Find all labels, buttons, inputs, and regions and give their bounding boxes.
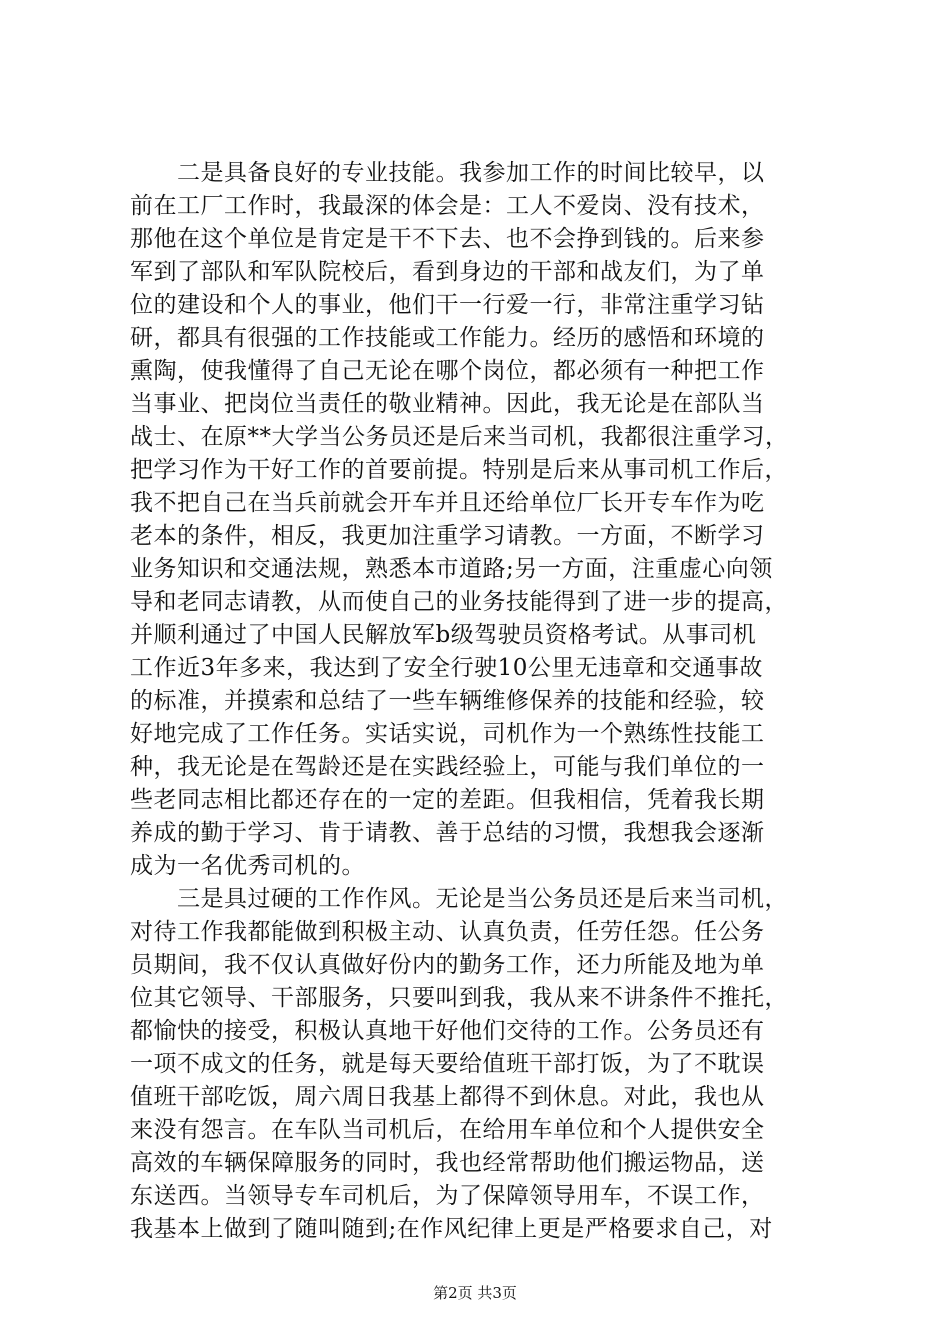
- text-line: 工作近3年多来，我达到了安全行驶10公里无违章和交通事故: [130, 655, 763, 681]
- page-footer: 第2页 共3页: [433, 1284, 517, 1302]
- text-line: 来没有怨言。在车队当司机后，在给用车单位和个人提供安全: [130, 1117, 765, 1143]
- body-text: [130, 157, 830, 1246]
- text-line: 军到了部队和军队院校后，看到身边的干部和战友们，为了单: [130, 259, 765, 285]
- text-line: 老本的条件，相反，我更加注重学习请教。一方面，不断学习: [130, 523, 765, 549]
- text-line: 把学习作为干好工作的首要前提。特别是后来从事司机工作后，: [130, 457, 788, 483]
- text-line: 养成的勤于学习、肯于请教、善于总结的习惯，我想我会逐渐: [130, 820, 765, 846]
- text-line: 些老同志相比都还存在的一定的差距。但我相信，凭着我长期: [130, 787, 765, 813]
- text-line: 战士、在原**大学当公务员还是后来当司机，我都很注重学习，: [130, 424, 789, 450]
- paragraph: [130, 883, 830, 1246]
- text-line: 员期间，我不仅认真做好份内的勤务工作，还力所能及地为单: [130, 952, 765, 978]
- text-line: 前在工厂工作时，我最深的体会是：工人不爱岗、没有技术，: [130, 193, 765, 219]
- text-line: 对待工作我都能做到积极主动、认真负责，任劳任怨。任公务: [130, 919, 765, 945]
- text-line: 值班干部吃饭，周六周日我基上都得不到休息。对此，我也从: [130, 1084, 765, 1110]
- text-line: 熏陶，使我懂得了自己无论在哪个岗位，都必须有一种把工作: [130, 358, 765, 384]
- text-line: 导和老同志请教，从而使自己的业务技能得到了进一步的提高，: [130, 589, 788, 615]
- text-line: 位其它领导、干部服务，只要叫到我，我从来不讲条件不推托，: [130, 985, 788, 1011]
- text-line: 并顺利通过了中国人民解放军b级驾驶员资格考试。从事司机: [130, 622, 757, 648]
- text-line: 位的建设和个人的事业，他们干一行爱一行，非常注重学习钻: [130, 292, 765, 318]
- text-line: 研，都具有很强的工作技能或工作能力。经历的感悟和环境的: [130, 325, 765, 351]
- text-line: 一项不成文的任务，就是每天要给值班干部打饭，为了不耽误: [130, 1051, 765, 1077]
- text-line: 我不把自己在当兵前就会开车并且还给单位厂长开专车作为吃: [130, 490, 765, 516]
- text-line: 高效的车辆保障服务的同时，我也经常帮助他们搬运物品，送: [130, 1150, 765, 1176]
- text-line: 都愉快的接受，积极认真地干好他们交待的工作。公务员还有: [130, 1018, 765, 1044]
- text-line: 二是具备良好的专业技能。我参加工作的时间比较早，以: [130, 160, 765, 186]
- paragraph: [130, 157, 830, 883]
- text-line: 业务知识和交通法规，熟悉本市道路;另一方面，注重虚心向领: [130, 556, 773, 582]
- text-line: 东送西。当领导专车司机后，为了保障领导用车，不误工作，: [130, 1183, 765, 1209]
- text-line: 好地完成了工作任务。实话实说，司机作为一个熟练性技能工: [130, 721, 765, 747]
- text-line: 的标准，并摸索和总结了一些车辆维修保养的技能和经验，较: [130, 688, 765, 714]
- text-line: 三是具过硬的工作作风。无论是当公务员还是后来当司机，: [130, 886, 788, 912]
- text-line: 那他在这个单位是肯定是干不下去、也不会挣到钱的。后来参: [130, 226, 765, 252]
- text-line: 当事业、把岗位当责任的敬业精神。因此，我无论是在部队当: [130, 391, 765, 417]
- text-line: 我基本上做到了随叫随到;在作风纪律上更是严格要求自己，对: [130, 1216, 773, 1242]
- text-line: 种，我无论是在驾龄还是在实践经验上，可能与我们单位的一: [130, 754, 765, 780]
- text-line: 成为一名优秀司机的。: [130, 853, 365, 879]
